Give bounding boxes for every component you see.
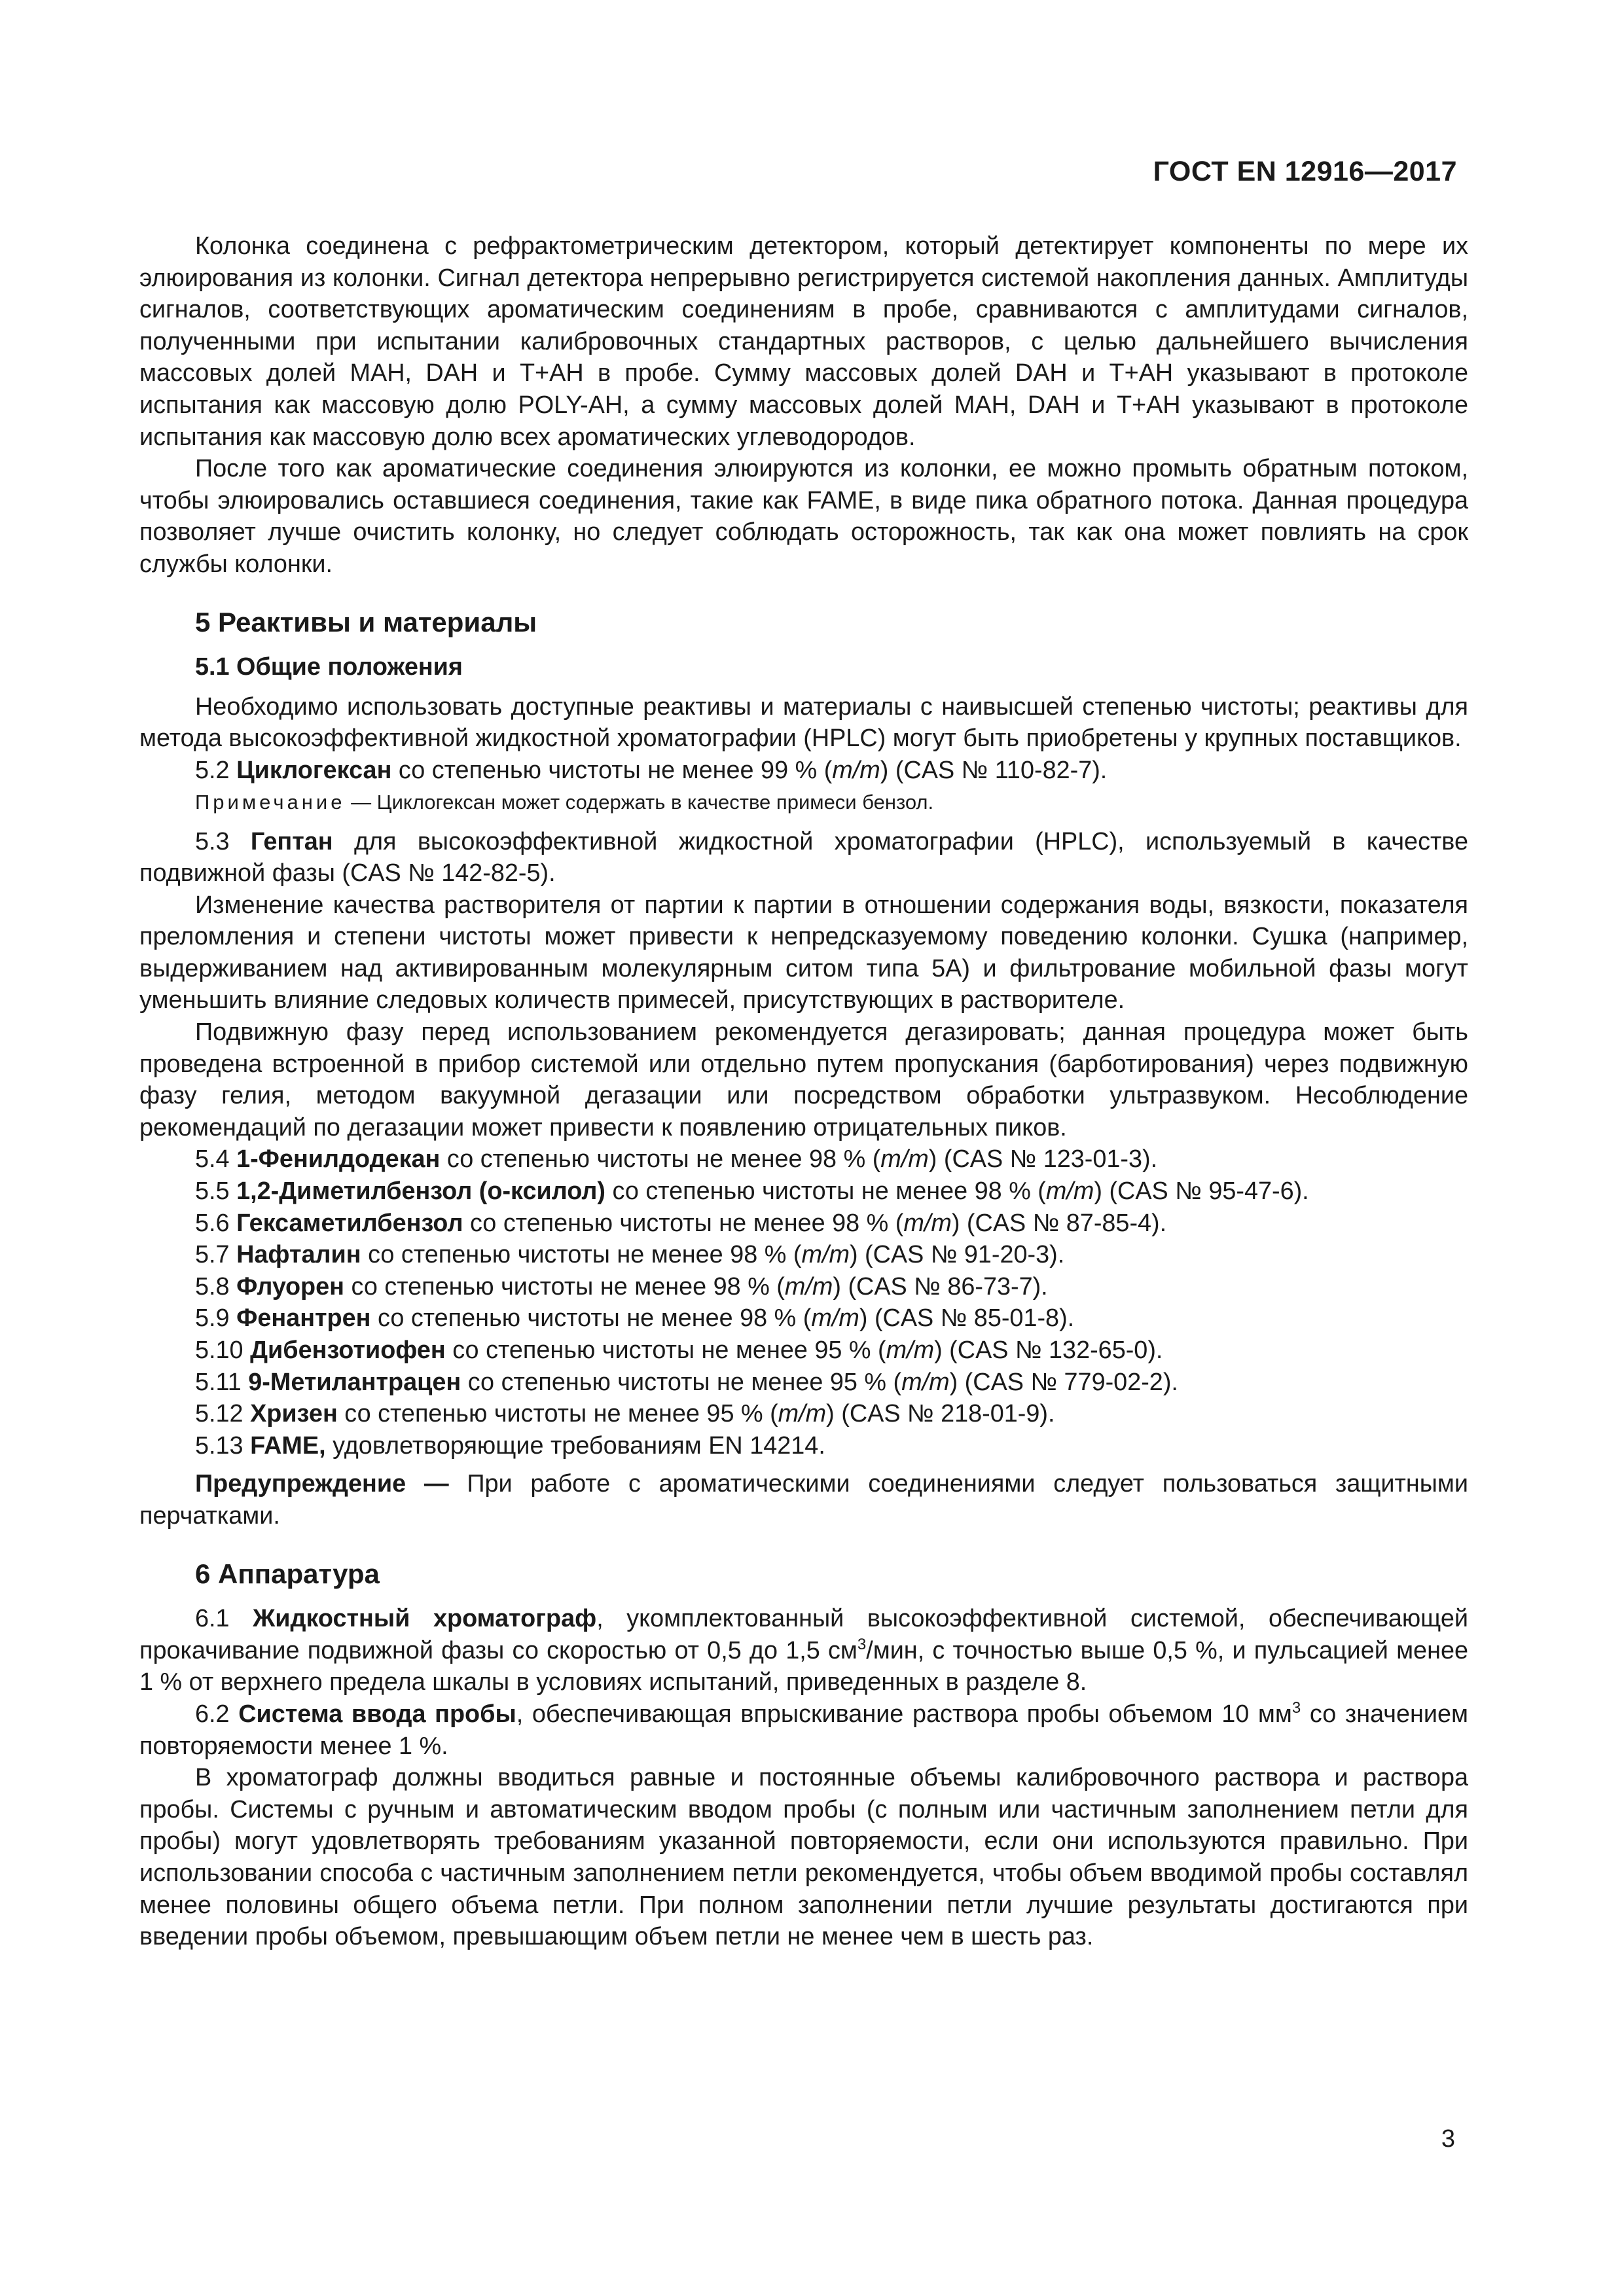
page-number: 3 <box>1441 2125 1455 2153</box>
equipment-name: Жидкостный хроматограф <box>253 1605 597 1633</box>
item-text: со степенью чистоты не менее 95 % ( <box>344 1400 778 1428</box>
reagent-name: Нафталин <box>236 1241 361 1269</box>
reagent-name: Флуорен <box>236 1272 344 1300</box>
paragraph-5-3-b: Подвижную фазу перед использованием рекомендуется дегазировать; данная процедура может быть проведена встроенной в прибор системой или отдельно путем пропускания (барботирования) через подвижную фазу гелия, методом вакуумной дегазации или посредством обработки ультразвуком. Несоблюдение рекомендаций по дегазации может привести к появлению отрицательных пиков. <box>139 1018 1468 1141</box>
item-text-end: со значением повторяемости менее 1 %. <box>139 1700 1468 1760</box>
item-5-3 <box>139 826 1468 889</box>
item-number: 5.5 <box>195 1177 230 1206</box>
item-text-end: ) (CAS № 110-82-7). <box>880 756 1108 784</box>
superscript: 3 <box>857 1635 867 1653</box>
item-number: 6.1 <box>195 1605 230 1633</box>
list-item <box>139 1398 1468 1430</box>
item-text: , обеспечивающая впрыскивание раствора пробы объемом 10 мм <box>516 1700 1292 1728</box>
item-text: со степенью чистоты не менее 95 % ( <box>467 1368 902 1396</box>
intro-paragraph-2: После того как ароматические соединения элюируются из колонки, ее можно промыть обратным потоком, чтобы элюировались оставшиеся соединения, такие как FAME, в виде пика обратного потока. Данная процедура позволяет лучше очистить колонку, но следует соблюдать осторожность, так как она может повлиять на срок службы колонки. <box>139 455 1468 578</box>
intro-paragraph-1: Колонка соединена с рефрактометрическим детектором, который детектирует компоненты по мере их элюирования из колонки. Сигнал детектора непрерывно регистрируется системой накопления данных. Амплитуды сигналов, соответствующих ароматическим соединениям в пробе, сравниваются с амплитудами сигналов, полученными при испытании калибровочных стандартных растворов, с целью дальнейшего вычисления массовых долей MAH, DAH и T+AH в пробе. Сумму массовых долей DAH и T+AH указывают в протоколе испытания как массовую долю POLY-AH, а сумму массовых долей MAH, DAH и T+AH указывают в протоколе испытания как массовую долю всех ароматических углеводородов. <box>139 232 1468 451</box>
list-item <box>139 1302 1468 1335</box>
note-text: — Циклогексан может содержать в качестве примеси бензол. <box>351 790 934 814</box>
reagent-name: 1,2-Диметилбензол (о-ксилол) <box>236 1177 605 1206</box>
reagent-name: Гептан <box>250 827 333 855</box>
list-item <box>139 1175 1468 1208</box>
document-code-header: ГОСТ EN 12916—2017 <box>1153 156 1457 187</box>
unit: m/m <box>811 1304 859 1333</box>
unit: m/m <box>832 756 880 784</box>
list-item <box>139 1335 1468 1367</box>
unit: m/m <box>1045 1177 1094 1206</box>
item-text: со степенью чистоты не менее 99 % ( <box>398 756 833 784</box>
reagent-list <box>139 1143 1468 1462</box>
reagent-name: Циклогексан <box>236 756 392 784</box>
superscript: 3 <box>1291 1698 1301 1717</box>
list-item <box>139 1208 1468 1240</box>
item-number: 5.7 <box>195 1241 230 1269</box>
note-label: Примечание <box>195 790 346 814</box>
item-number: 5.3 <box>195 827 230 855</box>
list-item <box>139 1367 1468 1399</box>
section-5-heading: 5 Реактивы и материалы <box>195 606 537 637</box>
item-text-end: ) (CAS № 86-73-7). <box>833 1272 1048 1300</box>
item-text-end: ) (CAS № 123-01-3). <box>928 1145 1158 1174</box>
item-number: 5.6 <box>195 1209 230 1237</box>
item-text: со степенью чистоты не менее 95 % ( <box>452 1336 886 1364</box>
item-5-13 <box>139 1430 1468 1462</box>
item-text: со степенью чистоты не менее 98 % ( <box>368 1241 802 1269</box>
warning-text: При работе с ароматическими соединениями следует пользоваться защитными перчатками. <box>139 1470 1468 1530</box>
item-number: 6.2 <box>195 1700 230 1728</box>
note-5-2 <box>139 788 1468 817</box>
item-text: , укомплектованный высокоэффективной системой, обеспечивающей прокачивание подвижной фазы со скоростью от 0,5 до 1,5 см <box>139 1605 1468 1664</box>
paragraph-6-2: В хроматограф должны вводиться равные и постоянные объемы калибровочного раствора и раствора пробы. Системы с ручным и автоматическим вводом пробы (с полным или частичным заполнением петли для пробы) могут удовлетворять требованиям указанной повторяемости, если они используются правильно. При использовании способа с частичным заполнением петли рекомендуется, чтобы объем вводимой пробы составлял менее половины общего объема петли. При полном заполнении петли лучшие результаты достигаются при введении пробы объемом, превышающим объем петли не менее чем в шесть раз. <box>139 1764 1468 1951</box>
item-number: 5.13 <box>195 1431 244 1460</box>
unit: m/m <box>784 1272 833 1300</box>
unit: m/m <box>901 1368 950 1396</box>
item-text: со степенью чистоты не менее 98 % ( <box>351 1272 785 1300</box>
item-text-end: ) (CAS № 779-02-2). <box>949 1368 1178 1396</box>
item-text-end: ) (CAS № 85-01-8). <box>859 1304 1075 1333</box>
equipment-name: Система ввода пробы <box>238 1700 516 1728</box>
item-6-1 <box>139 1603 1468 1698</box>
item-text-end: ) (CAS № 132-65-0). <box>934 1336 1163 1364</box>
warning-label: Предупреждение — <box>195 1470 449 1498</box>
reagent-name: Фенантрен <box>236 1304 371 1333</box>
item-6-2 <box>139 1698 1468 1762</box>
document-body <box>139 230 1468 1953</box>
subsection-5-1-heading: 5.1 Общие положения <box>195 653 463 681</box>
item-number: 5.12 <box>195 1400 244 1428</box>
item-5-2 <box>139 755 1468 787</box>
item-number: 5.2 <box>195 756 230 784</box>
item-text: со степенью чистоты не менее 98 % ( <box>612 1177 1046 1206</box>
reagent-name: 9-Метилантрацен <box>248 1368 461 1396</box>
section-6-heading: 6 Аппаратура <box>195 1558 380 1589</box>
list-item <box>139 1143 1468 1175</box>
paragraph-5-3-a: Изменение качества растворителя от партии к партии в отношении содержания воды, вязкости, показателя преломления и степени чистоты может привести к непредсказуемому поведению колонки. Сушка (например, выдерживанием над активированным молекулярным ситом типа 5А) и фильтрование мобильной фазы могут уменьшить влияние следовых количеств примесей, присутствующих в растворителе. <box>139 891 1468 1014</box>
item-text-end: /мин, с точностью выше 0,5 %, и пульсацией менее 1 % от верхнего предела шкалы в условиях испытаний, приведенных в разделе 8. <box>139 1636 1468 1696</box>
reagent-name: FAME, <box>250 1431 326 1460</box>
warning-paragraph <box>139 1468 1468 1532</box>
item-text: со степенью чистоты не менее 98 % ( <box>469 1209 904 1237</box>
list-item <box>139 1239 1468 1271</box>
unit: m/m <box>886 1336 935 1364</box>
item-number: 5.4 <box>195 1145 230 1174</box>
item-text: удовлетворяющие требованиям EN 14214. <box>333 1431 825 1460</box>
item-text: со степенью чистоты не менее 98 % ( <box>378 1304 812 1333</box>
item-number: 5.11 <box>195 1368 242 1396</box>
reagent-name: Дибензотиофен <box>250 1336 446 1364</box>
unit: m/m <box>801 1241 850 1269</box>
paragraph-5-1: Необходимо использовать доступные реактивы и материалы с наивысшей степенью чистоты; реактивы для метода высокоэффективной жидкостной хроматографии (HPLC) могут быть приобретены у крупных поставщиков. <box>139 692 1468 753</box>
item-text-end: ) (CAS № 95-47-6). <box>1094 1177 1309 1206</box>
item-number: 5.10 <box>195 1336 244 1364</box>
item-text: для высокоэффективной жидкостной хроматографии (HPLC), используемый в качестве подвижной фазы (CAS № 142-82-5). <box>139 827 1468 888</box>
list-item <box>139 1271 1468 1303</box>
unit: m/m <box>778 1400 827 1428</box>
item-text: со степенью чистоты не менее 98 % ( <box>446 1145 881 1174</box>
item-text-end: ) (CAS № 87-85-4). <box>951 1209 1167 1237</box>
item-number: 5.9 <box>195 1304 230 1333</box>
reagent-name: 1-Фенилдодекан <box>236 1145 441 1174</box>
unit: m/m <box>903 1209 952 1237</box>
item-number: 5.8 <box>195 1272 230 1300</box>
reagent-name: Хризен <box>250 1400 338 1428</box>
reagent-name: Гексаметилбензол <box>236 1209 463 1237</box>
item-text-end: ) (CAS № 218-01-9). <box>826 1400 1055 1428</box>
item-text-end: ) (CAS № 91-20-3). <box>849 1241 1065 1269</box>
unit: m/m <box>880 1145 929 1174</box>
